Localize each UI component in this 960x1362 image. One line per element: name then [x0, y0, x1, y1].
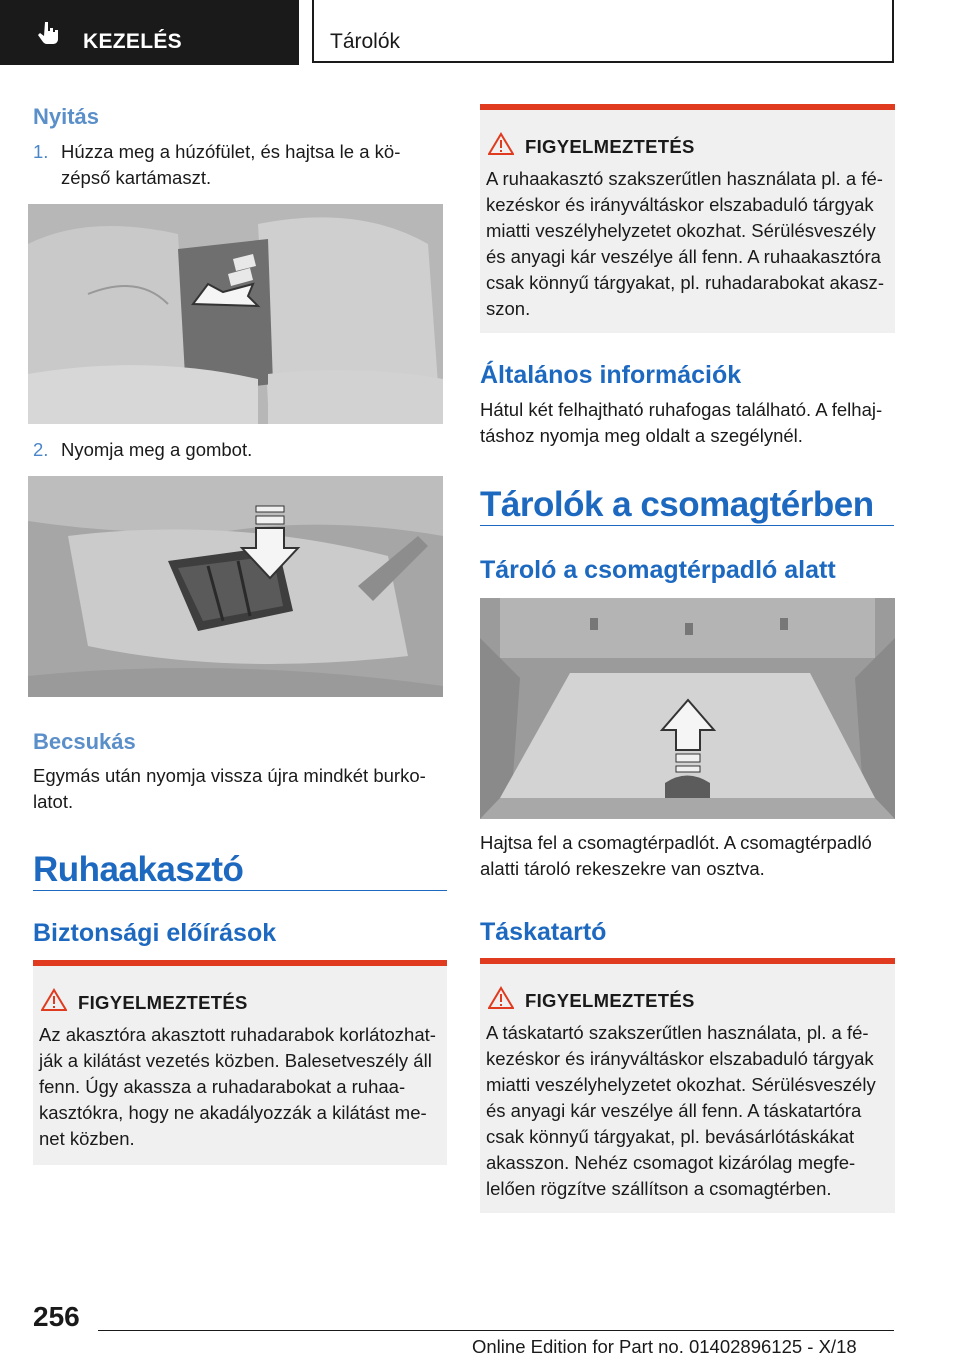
- tarolok-heading: Tárolók a csomagtérben: [480, 485, 874, 524]
- warning-triangle-icon: [488, 132, 514, 156]
- heading-rule: [33, 890, 447, 891]
- heading-rule: [480, 525, 894, 526]
- becsukas-heading: Becsukás: [33, 729, 136, 754]
- ruhaakaszto-heading: Ruhaakasztó: [33, 850, 244, 889]
- page-number: 256: [33, 1301, 80, 1332]
- chapter-title: Tárolók: [330, 30, 401, 53]
- altalanos-heading: Általános információk: [480, 361, 742, 389]
- step-text: Húzza meg a húzófület, és hajtsa le a középső kartámaszt.: [61, 141, 401, 188]
- warning-title: FIGYELMEZTETÉS: [525, 990, 695, 1011]
- warning-title: FIGYELMEZTETÉS: [525, 136, 695, 157]
- section-tab: [0, 0, 299, 65]
- footer-rule: [98, 1330, 894, 1331]
- warning-box-coat-hook: [480, 104, 895, 333]
- step-number: 2.: [33, 439, 49, 460]
- nyitas-heading: Nyitás: [33, 104, 100, 129]
- step-number: 1.: [33, 141, 49, 162]
- warning-triangle-icon: [488, 986, 514, 1010]
- warning-box-bag-hook: [480, 958, 895, 1213]
- chapter-header: [312, 0, 894, 63]
- hand-pointer-icon: [36, 20, 62, 46]
- warning-text: A táskatartó szakszerűtlen használata, pl. a fékezéskor és irányváltáskor elszabaduló tárgyak miatti veszélyhelyzetet okozhat. Sérülésveszély és anyagi kár veszélye áll fenn. A táskatartóra csak könnyű tárgyakat, pl. bevásárlótáskákat akasszon. Nehéz csomagot kizárólag megfelelően rögzítve szállítson a csomagtérben.: [486, 1022, 876, 1199]
- warning-triangle-icon: [41, 988, 67, 1012]
- armrest-button-photo: [28, 476, 443, 697]
- warning-text: A ruhaakasztó szakszerűtlen használata pl. a fékezéskor és irányváltáskor elszabaduló tárgyak miatti veszélyhelyzetet okozhat. Sérülésveszély és anyagi kár veszélye áll fenn. A ruhaakasztóra csak könnyű tárgyakat, pl. ruhadarabokat akaszszon.: [486, 168, 884, 319]
- section-tab-label: KEZELÉS: [83, 30, 182, 53]
- becsukas-text: Egymás után nyomja vissza újra mindkét burkolatot.: [33, 765, 426, 812]
- warning-box-hangers: [33, 960, 447, 1165]
- taskatarto-heading: Táskatartó: [480, 918, 607, 946]
- rear-seat-armrest-photo: [28, 204, 443, 424]
- biztonsagi-heading: Biztonsági előírások: [33, 919, 277, 947]
- warning-title: FIGYELMEZTETÉS: [78, 992, 248, 1013]
- step-text: Nyomja meg a gombot.: [61, 439, 253, 460]
- cargo-floor-photo: [480, 598, 895, 819]
- padlo-text: Hajtsa fel a csomagtérpadlót. A csomagtérpadló alatti tároló rekeszekre van osztva.: [480, 832, 872, 879]
- altalanos-text: Hátul két felhajtható ruhafogas található. A felhajtáshoz nyomja meg oldalt a szegélynél.: [480, 399, 883, 446]
- warning-text: Az akasztóra akasztott ruhadarabok korlátozhatják a kilátást vezetés közben. Balesetveszély áll fenn. Úgy akassza a ruhadarabokat a ruhaakasztókra, hogy ne akadályozzák a kilátást menet közben.: [39, 1024, 436, 1149]
- edition-note: Online Edition for Part no. 01402896125 - X/18: [472, 1336, 857, 1357]
- padlo-heading: Tároló a csomagtérpadló alatt: [480, 556, 836, 584]
